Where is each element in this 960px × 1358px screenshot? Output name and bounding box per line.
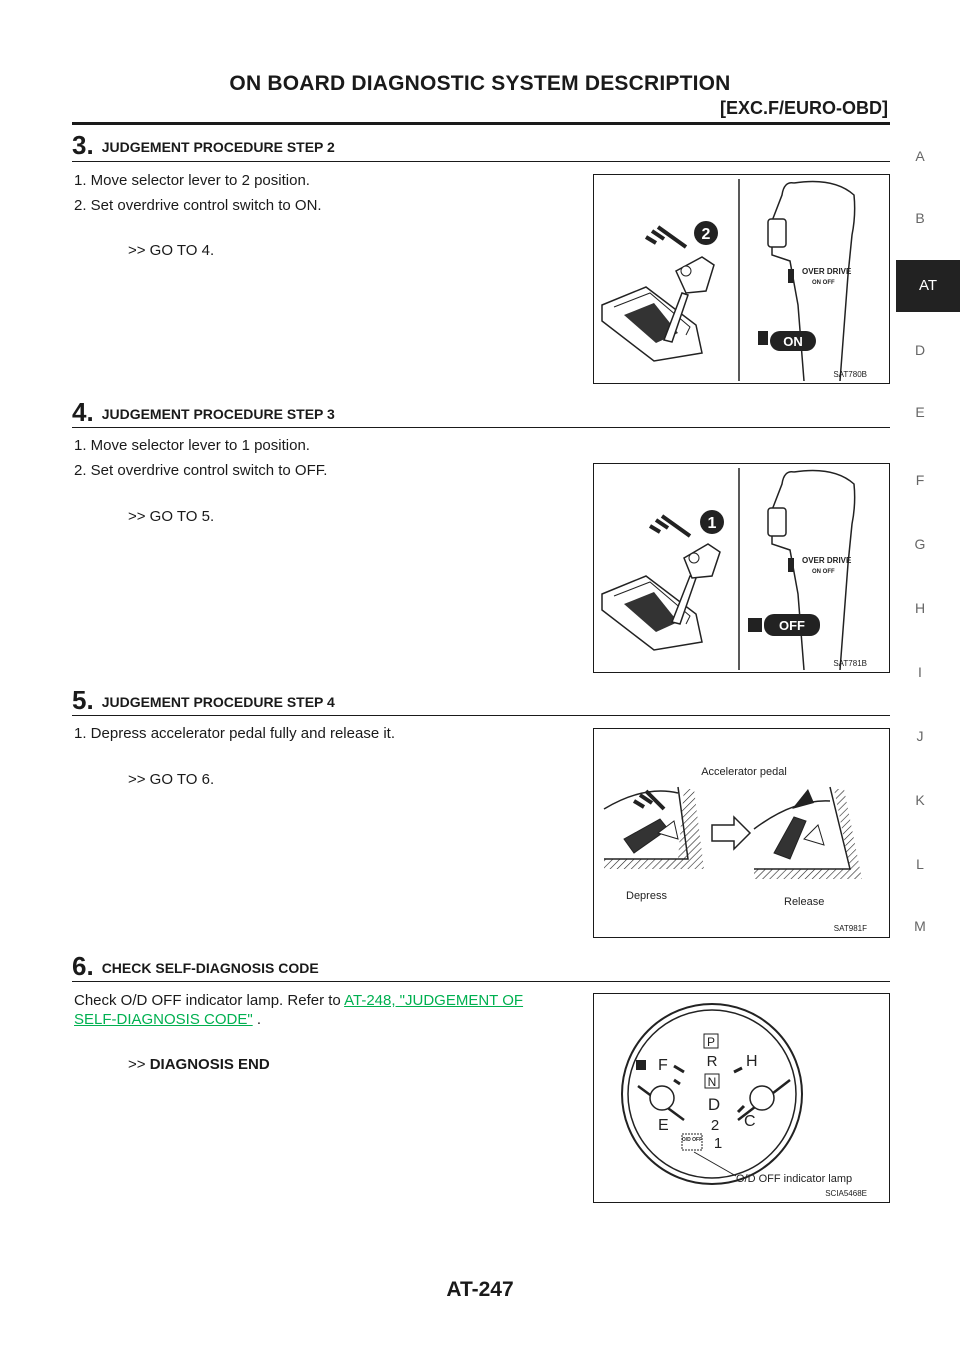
- step-4-heading: [72, 397, 890, 428]
- side-index-at-active[interactable]: AT: [896, 260, 960, 312]
- temp-hot: H: [746, 1053, 758, 1070]
- step-title: JUDGEMENT PROCEDURE STEP 4: [101, 694, 335, 710]
- instruction-item: 1. Move selector lever to 1 position.: [74, 437, 310, 454]
- instruction-item: 1. Move selector lever to 2 position.: [74, 172, 310, 189]
- side-index-j[interactable]: J: [916, 728, 924, 744]
- side-index-a[interactable]: A: [915, 148, 925, 164]
- position-badge: 1: [707, 515, 717, 532]
- side-index-l[interactable]: L: [916, 856, 924, 872]
- step-rule: [72, 161, 890, 162]
- reference-link-cont[interactable]: SELF-DIAGNOSIS CODE": [74, 1011, 253, 1028]
- release-label: Release: [784, 896, 825, 908]
- step-number: 4.: [72, 397, 94, 427]
- goto-link[interactable]: >> GO TO 5.: [128, 508, 215, 525]
- selector-figure-on: [593, 174, 890, 384]
- accelerator-pedal-figure: [593, 728, 890, 938]
- gear-d: D: [707, 1095, 721, 1114]
- od-label: OVER DRIVE: [802, 556, 852, 565]
- indicator-callout: O/D OFF indicator lamp: [736, 1173, 853, 1185]
- step-5-heading: [72, 685, 890, 716]
- gear-2: 2: [710, 1117, 720, 1134]
- step-number: 6.: [72, 951, 94, 981]
- figure-code: SCIA5468E: [825, 1189, 867, 1198]
- step-title: JUDGEMENT PROCEDURE STEP 3: [101, 406, 335, 422]
- side-index-g[interactable]: G: [914, 536, 926, 552]
- side-index-i[interactable]: I: [918, 664, 922, 680]
- side-index-k[interactable]: K: [915, 792, 925, 808]
- reference-text: Check O/D OFF indicator lamp. Refer to: [74, 992, 345, 1009]
- step-6-heading: [72, 951, 890, 982]
- off-label: OFF: [779, 618, 805, 633]
- side-index-b[interactable]: B: [915, 210, 925, 226]
- position-badge: 2: [701, 226, 711, 243]
- goto-prefix: >>: [128, 1056, 150, 1073]
- step-rule: [72, 715, 890, 716]
- step-number: 5.: [72, 685, 94, 715]
- step-title: JUDGEMENT PROCEDURE STEP 2: [101, 139, 335, 155]
- goto-end-label: DIAGNOSIS END: [149, 1056, 270, 1073]
- side-index-m[interactable]: M: [914, 918, 926, 934]
- selector-figure-off: [593, 463, 890, 673]
- accelerator-pedal-illustration: [594, 729, 889, 937]
- page-subtitle: [EXC.F/EURO-OBD]: [720, 98, 888, 118]
- gear-r: R: [706, 1053, 718, 1070]
- step-number: 3.: [72, 130, 94, 160]
- od-sub-label: ON OFF: [812, 569, 835, 575]
- figure-code: SAT981F: [833, 924, 867, 933]
- side-index-e[interactable]: E: [915, 404, 925, 420]
- od-off-lamp-label: O/D OFF: [681, 1137, 703, 1143]
- goto-link[interactable]: >> GO TO 4.: [128, 242, 215, 259]
- od-label: OVER DRIVE: [802, 267, 852, 276]
- reference-suffix: .: [252, 1011, 262, 1028]
- fuel-empty: E: [658, 1117, 669, 1134]
- step-title: CHECK SELF-DIAGNOSIS CODE: [101, 960, 319, 976]
- fuel-full: F: [658, 1057, 668, 1074]
- gear-p: P: [706, 1035, 716, 1049]
- pedal-title: Accelerator pedal: [701, 766, 787, 778]
- side-index-h[interactable]: H: [914, 600, 926, 616]
- instruction-item: 1. Depress accelerator pedal fully and release it.: [74, 725, 396, 742]
- side-index-f[interactable]: F: [915, 472, 925, 488]
- od-sub-label: ON OFF: [812, 280, 835, 286]
- header-rule: [72, 122, 890, 125]
- page-number: AT-247: [446, 1278, 514, 1301]
- gear-1: 1: [713, 1135, 723, 1152]
- combination-meter-illustration: [594, 994, 889, 1202]
- goto-end[interactable]: [128, 1056, 270, 1073]
- selector-lever-on-illustration: [594, 175, 889, 383]
- reference-link[interactable]: AT-248, "JUDGEMENT OF: [344, 992, 524, 1009]
- goto-link[interactable]: >> GO TO 6.: [128, 771, 215, 788]
- instruction-item: 2. Set overdrive control switch to OFF.: [74, 462, 328, 479]
- page-title: ON BOARD DIAGNOSTIC SYSTEM DESCRIPTION: [229, 72, 731, 95]
- reference-paragraph: [74, 991, 594, 1029]
- step-3-heading: [72, 130, 890, 161]
- step-rule: [72, 981, 890, 982]
- gear-n: N: [707, 1075, 717, 1089]
- depress-label: Depress: [626, 890, 667, 902]
- side-index-d[interactable]: D: [914, 342, 926, 358]
- on-label: ON: [783, 334, 803, 349]
- figure-code: SAT780B: [833, 370, 867, 379]
- step-rule: [72, 427, 890, 428]
- selector-lever-off-illustration: [594, 464, 889, 672]
- instruction-item: 2. Set overdrive control switch to ON.: [74, 197, 322, 214]
- figure-code: SAT781B: [833, 659, 867, 668]
- temp-cold: C: [744, 1113, 756, 1130]
- gauge-figure: [593, 993, 890, 1203]
